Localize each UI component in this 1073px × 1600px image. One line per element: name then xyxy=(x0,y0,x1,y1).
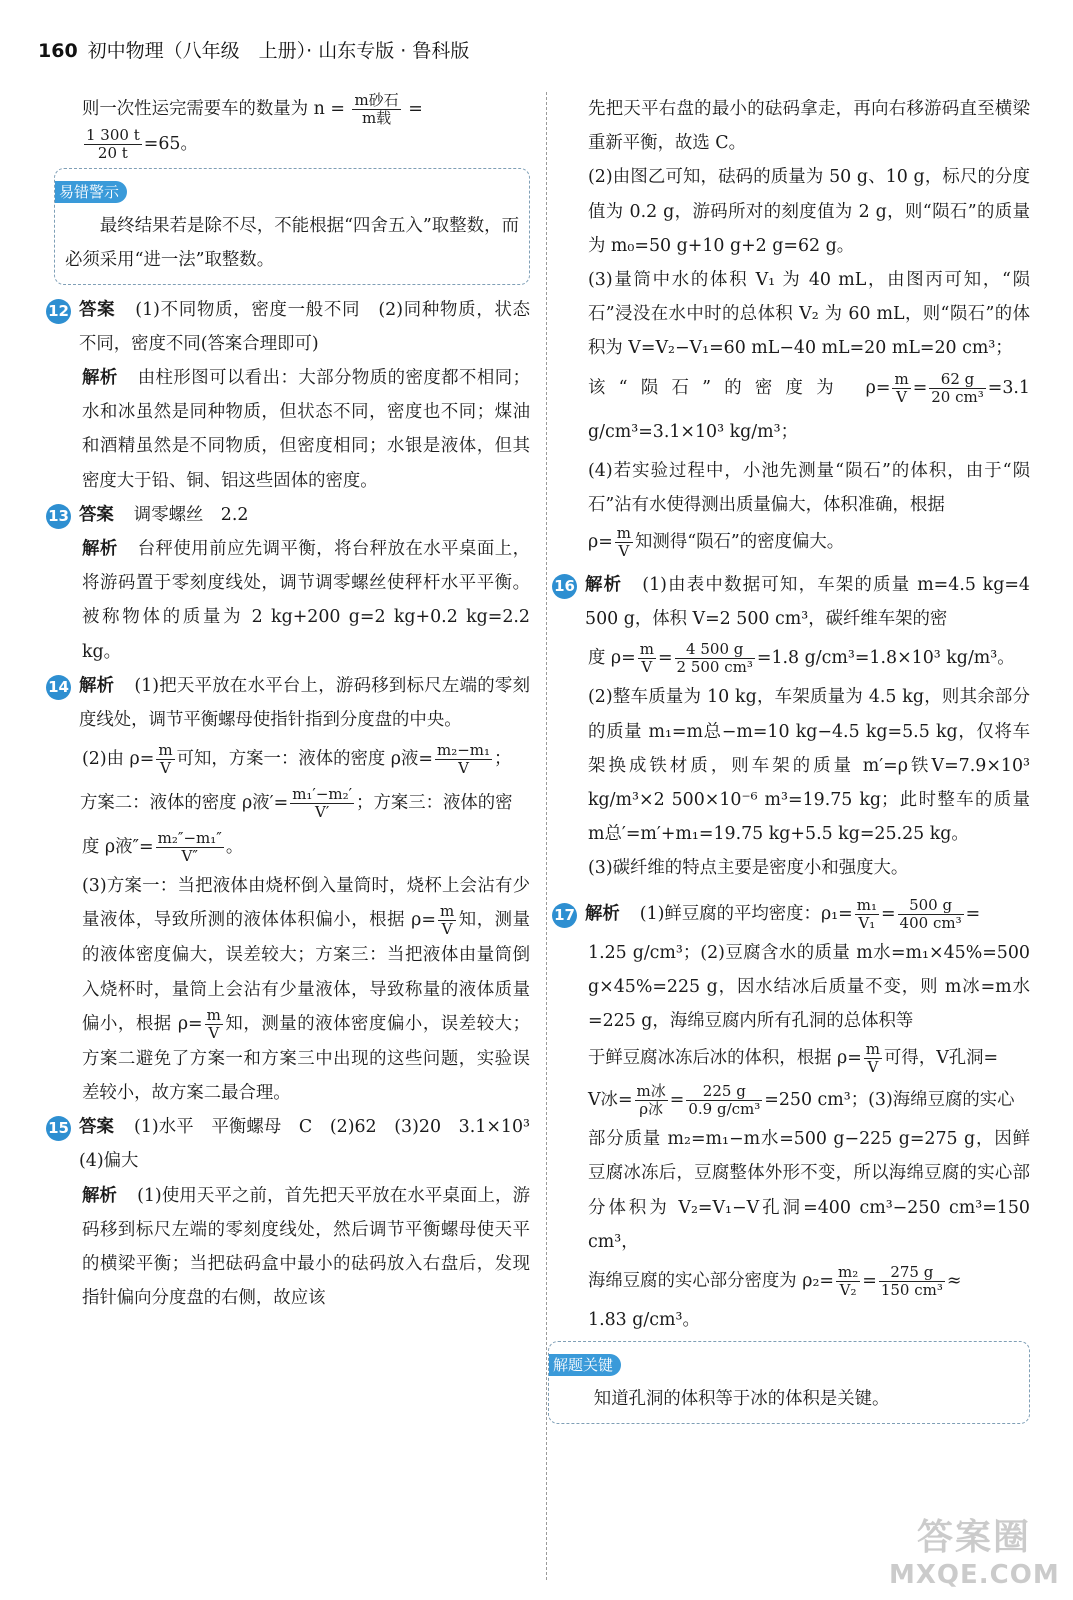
question-number-badge: 16 xyxy=(552,574,577,599)
question-12 xyxy=(46,293,530,361)
answer-text: (1)水平 平衡螺母 C (2)62 (3)20 3.1×10³ (4)偏大 xyxy=(79,1117,548,1172)
fraction: $\frac{4 500 g}{\text{2 500 cm³}}$ xyxy=(676,640,753,677)
fraction: $\frac{m}{V}$ xyxy=(639,640,654,677)
right-column xyxy=(553,92,1030,1432)
fraction: $\frac{\text{m₂}}{\text{V₂}}$ xyxy=(837,1263,859,1300)
analysis-15-part2: (2)由图乙可知，砝码的质量为 50 g、10 g，标尺的分度值为 0.2 g，游码所对的刻度值为 2 g，则“陨石”的质量为 m₀=50 g+10 g+2 g=62 g。 xyxy=(588,167,1030,256)
analysis-17-part7: 1.83 g/cm³。 xyxy=(588,1310,700,1331)
analysis-14-part2c: 度 ρ液″= $\frac{\text{m₂″−m₁″}}{V''}$ 。 xyxy=(82,829,244,866)
fraction: $\frac{m}{V}$ xyxy=(206,1005,221,1042)
fraction: $\frac{275 g}{\text{150 cm³}}$ xyxy=(880,1263,943,1300)
error-warning-box xyxy=(54,168,530,285)
fraction: $\frac{m}{V}$ xyxy=(894,369,909,406)
fraction: $\frac{\text{m₂″−m₁″}}{V''}$ xyxy=(157,829,222,866)
analysis-17-part3: 于鲜豆腐冰冻后冰的体积，根据 ρ= $\frac{m}{V}$ 可得，V孔洞= xyxy=(588,1040,999,1077)
key-point-box xyxy=(548,1341,1030,1423)
answer-text: 调零螺丝 2.2 xyxy=(133,504,249,525)
analysis-16-part3: (3)碳纤维的特点主要是密度小和强度大。 xyxy=(588,858,909,879)
question-number-badge: 15 xyxy=(46,1116,71,1141)
question-number-badge: 17 xyxy=(552,903,577,928)
page-header xyxy=(38,36,469,70)
fraction: $\frac{\text{m₂−m₁}}{V}$ xyxy=(437,741,491,778)
error-warning-text: 最终结果若是除不尽，不能根据“四舍五入”取整数，而必须采用“进一法”取整数。 xyxy=(65,216,519,271)
analysis-15-cont: 先把天平右盘的最小的砝码拿走，再向右移游码直至横梁重新平衡，故选 C。 xyxy=(588,99,1030,154)
analysis-16-part2: (2)整车质量为 10 kg，车架质量为 4.5 kg，则其余部分的质量 m₁=m总−m=10 kg−4.5 kg=5.5 kg，仅将车架换成铁材质，则车架的质量 m′=ρ铁V=7.9×10³ kg/m³×2 500×10⁻⁶ m³=19.75 kg；此时整车的质量 m总′=m′+m₁=19.75 kg+5.5 kg=25.25 kg。 xyxy=(588,687,1030,845)
analysis-17-part2: 1.25 g/cm³；(2)豆腐含水的质量 m水=m₁×45%=500 g×45%=225 g，因水结冰后质量不变，则 m冰=m水=225 g，海绵豆腐内所有孔洞的总体积等 xyxy=(588,942,1030,1032)
fraction: $\frac{225 g}{\text{0.9 g/cm³}}$ xyxy=(688,1082,761,1119)
analysis-14-part2b: 方案二：液体的密度 ρ液′= $\frac{\text{m₁′−m₂′}}{V'}$ ；方案三：液体的密 xyxy=(80,785,513,822)
answer-tag: 答案 xyxy=(79,1117,115,1138)
answer-tag: 答案 xyxy=(79,299,116,320)
analysis-14-part3: (3)方案一：当把液体由烧杯倒入量筒时，烧杯上会沾有少量液体，导致所测的液体体积偏小，根据 ρ= $\frac{m}{V}$ 知，测量的液体密度偏大，误差较大；方案三：当把液体由量筒倒入烧杯时，量筒上会沾有少量液体，导致称量的液体质量偏小，根据 ρ= $\frac{m}{V}$ 知，测量的液体密度偏小，误差较大；方案二避免了方案一和方案三中出现的这些问题，实验误差较小，故方案二最合理。 xyxy=(82,876,530,1104)
analysis-15-part3b: 该“陨石”的密度为 ρ= $\frac{m}{V}$ = $\frac{62 g}{\text{20 cm³}}$ =3.1 g/cm³=3.1×10³ kg/m³； xyxy=(588,369,1030,442)
key-point-text: 知道孔洞的体积等于冰的体积是关键。 xyxy=(593,1389,890,1410)
analysis-17-part5: 部分质量 m₂=m₁−m水=500 g−225 g=275 g，因鲜豆腐冰冻后，豆腐整体外形不变，所以海绵豆腐的实心部分体积为 V₂=V₁−V孔洞=400 cm³−250 cm³=150 cm³， xyxy=(588,1129,1030,1252)
page-number: 160 xyxy=(38,40,78,62)
column-divider xyxy=(546,92,547,1580)
analysis-tag: 解析 xyxy=(82,1185,118,1206)
question-15 xyxy=(46,1110,548,1178)
analysis-15-part4b: ρ= $\frac{m}{V}$ 知测得“陨石”的密度偏大。 xyxy=(588,524,845,561)
analysis-17-part4: V冰= $\frac{\text{m冰}}{\text{ρ冰}}$ = $\frac{225 g}{\text{0.9 g/cm³}}$ =250 cm³；(3)海绵豆腐的实心 xyxy=(588,1082,1015,1119)
answer-text: (1)不同物质，密度一般不同 (2)同种物质，状态不同，密度不同(答案合理即可) xyxy=(79,299,530,354)
continued-line-1: 则一次性运完需要车的数量为 n = $\frac{\text{m砂石}}{\text{m载}}$ = xyxy=(82,91,423,127)
fraction: $\frac{m}{V}$ xyxy=(439,902,455,939)
error-warning-tag: 易错警示 xyxy=(55,181,127,203)
page-running-title: 初中物理（八年级 上册）· 山东专版 · 鲁科版 xyxy=(87,40,470,62)
fraction: $\frac{1 300 t}{20 t}$ xyxy=(86,126,140,162)
left-column xyxy=(48,91,548,1315)
analysis-16-part1b: 度 ρ= $\frac{m}{V}$ = $\frac{4 500 g}{\text{2 500 cm³}}$ =1.8 g/cm³=1.8×10³ kg/m³。 xyxy=(588,640,1015,677)
fraction: $\frac{\text{m₁}}{\text{V₁}}$ xyxy=(856,895,877,932)
fraction: $\frac{\text{m冰}}{\text{ρ冰}}$ xyxy=(636,1082,666,1119)
fraction: $\frac{m}{V}$ xyxy=(158,741,173,778)
fraction: $\frac{500 g}{\text{400 cm³}}$ xyxy=(899,895,962,932)
analysis-13: 解析 台秤使用前应先调平衡，将台秤放在水平桌面上，将游码置于零刻度线处，调节调零螺丝使秤杆水平平衡。被称物体的质量为 2 kg+200 g=2 kg+0.2 kg=2.2 kg。 xyxy=(82,539,530,662)
question-number-badge: 12 xyxy=(46,299,71,324)
analysis-tag: 解析 xyxy=(82,368,118,389)
analysis-15-part3: (3)量筒中水的体积 V₁ 为 40 mL，由图丙可知，“陨石”浸没在水中时的总体积 V₂ 为 60 mL，则“陨石”的体积为 V=V₂−V₁=60 mL−40 mL=20 mL=20 cm³； xyxy=(588,270,1030,359)
continued-line-2: $\frac{1 300 t}{20 t}$ =65。 xyxy=(86,126,198,162)
question-14: 14 解析 (1)把天平放在水平台上，游码移到标尺左端的零刻度线处，调节平衡螺母使指针指到分度盘的中央。 xyxy=(46,669,530,737)
question-number-badge: 14 xyxy=(46,675,71,700)
fraction: $\frac{62 g}{\text{20 cm³}}$ xyxy=(931,369,984,406)
fraction: $\frac{\text{m砂石}}{\text{m载}}$ xyxy=(354,91,399,127)
fraction: $\frac{m}{V}$ xyxy=(865,1040,881,1077)
analysis-14-part2: (2)由 ρ= $\frac{m}{V}$ 可知，方案一：液体的密度 ρ液= $\frac{\text{m₂−m₁}}{V}$ ； xyxy=(82,741,512,778)
analysis-tag: 解析 xyxy=(585,903,620,924)
watermark-logo: 答案圈 MXQE.COM xyxy=(889,1517,1060,1590)
analysis-tag: 解析 xyxy=(79,675,115,696)
question-13 xyxy=(46,498,530,532)
analysis-tag: 解析 xyxy=(585,575,623,596)
question-number-badge: 13 xyxy=(46,504,71,529)
analysis-15-part4: (4)若实验过程中，小池先测量“陨石”的体积，由于“陨石”沾有水使得测出质量偏大，体积准确，根据 xyxy=(588,460,1030,515)
analysis-12: 解析 由柱形图可以看出：大部分物质的密度都不相同；水和冰虽然是同种物质，但状态不同，密度也不同；煤油和酒精虽然是不同物质，但密度相同；水银是液体，但其密度大于铅、铜、铝这些固体的密度。 xyxy=(82,368,530,491)
fraction: $\frac{\text{m₁′−m₂′}}{V'}$ xyxy=(292,785,353,822)
question-16: 16 解析 (1)由表中数据可知，车架的质量 m=4.5 kg=4 500 g，体积 V=2 500 cm³，碳纤维车架的密 xyxy=(552,568,1030,636)
key-point-tag: 解题关键 xyxy=(549,1354,621,1376)
answer-tag: 答案 xyxy=(79,504,114,525)
analysis-tag: 解析 xyxy=(82,539,118,560)
analysis-15: 解析 (1)使用天平之前，首先把天平放在水平桌面上，游码移到标尺左端的零刻度线处，然后调节平衡螺母使天平的横梁平衡；当把砝码盒中最小的砝码放入右盘后，发现指针偏向分度盘的右侧，故应该 xyxy=(82,1185,530,1309)
analysis-17-part6: 海绵豆腐的实心部分密度为 ρ₂= $\frac{\text{m₂}}{\text{V₂}}$ = $\frac{275 g}{\text{150 cm³}}$ ≈ xyxy=(588,1263,962,1300)
question-17: 17 解析 (1)鲜豆腐的平均密度：ρ₁= $\frac{\text{m₁}}{\text{V₁}}$ = $\frac{500 g}{\text{400 cm³}}$ = xyxy=(552,892,1030,936)
fraction: $\frac{m}{V}$ xyxy=(616,524,632,561)
